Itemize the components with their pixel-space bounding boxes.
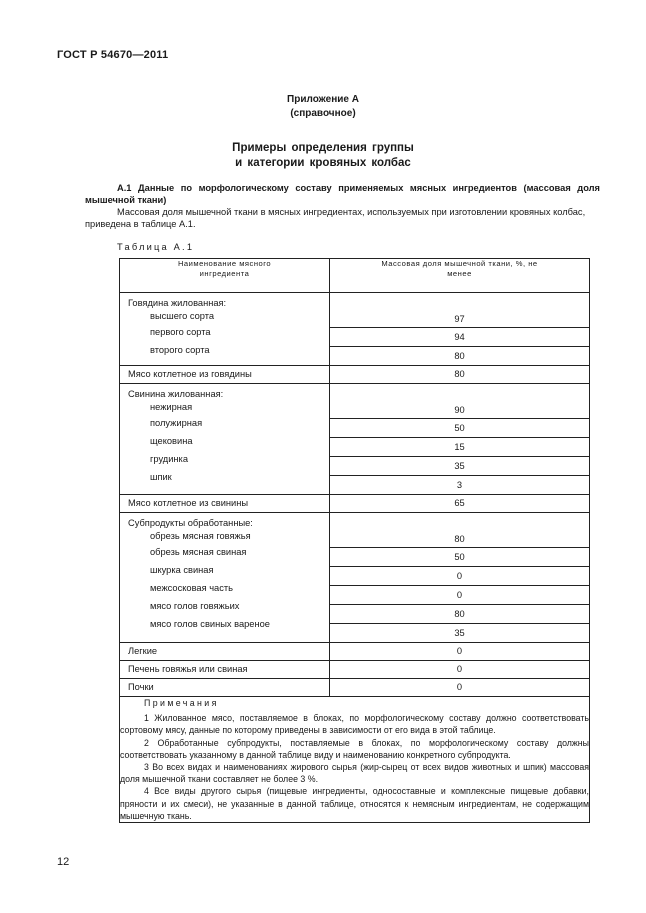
muscle-share-value: 35 <box>330 456 589 475</box>
heading-line-2: и категории кровяных колбас <box>235 157 411 169</box>
ingredient-group <box>120 513 330 643</box>
section-number: А.1 <box>117 183 132 193</box>
page-number: 12 <box>57 856 70 868</box>
meat-ingredients-table <box>119 258 590 823</box>
ingredient-name: Мясо котлетное из говядины <box>120 366 330 384</box>
ingredient-subitem: щековина <box>150 436 193 446</box>
muscle-share-value: 15 <box>330 437 589 456</box>
ingredient-subitem: высшего сорта <box>150 311 215 321</box>
ingredient-subitem: межсосковая часть <box>150 583 233 593</box>
ingredient-subitem: полужирная <box>150 418 203 428</box>
table-header-row <box>120 259 590 293</box>
appendix-title: Приложение А <box>287 94 359 105</box>
group-title-spacer <box>330 293 589 310</box>
table-group-row <box>120 384 590 495</box>
table-notes-row <box>120 697 590 823</box>
ingredient-name: Мясо котлетное из свинины <box>120 495 330 513</box>
muscle-share-value: 0 <box>330 661 590 679</box>
table-group-row <box>120 513 590 643</box>
table-notes <box>120 697 590 823</box>
table-caption: Таблица А.1 <box>117 242 195 252</box>
note-item: 1 Жилованное мясо, поставляемое в блоках, по морфологическому составу должно соответствовать сортовому мясу, данные по которому приведены в зависимости от его вида в этой таблице. <box>120 713 589 736</box>
ingredient-name: Легкие <box>120 643 330 661</box>
group-title: Субпродукты обработанные: <box>128 518 253 528</box>
group-title-spacer <box>330 513 589 530</box>
section-body: Массовая доля мышечной ткани в мясных ингредиентах, используемых при изготовлении кровяных колбас, приведена в таблице А.1. <box>85 207 586 229</box>
table-row <box>120 679 590 697</box>
appendix-note: (справочное) <box>290 108 356 119</box>
muscle-share-value: 80 <box>454 534 465 544</box>
ingredient-subitem: мясо голов свиных вареное <box>150 619 270 629</box>
group-values <box>330 293 590 366</box>
ingredient-subitem: обрезь мясная говяжья <box>150 531 251 541</box>
table-group-row <box>120 293 590 366</box>
ingredient-subitem: мясо голов говяжьих <box>150 601 240 611</box>
ingredient-group <box>120 293 330 366</box>
muscle-share-value: 97 <box>454 314 465 324</box>
table-row <box>120 643 590 661</box>
muscle-share-value: 80 <box>330 604 589 623</box>
note-item: 2 Обработанные субпродукты, поставляемые в блоках, по морфологическому составу должны соответствовать указанному в данной таблице виду и наименованию конкретного субпродукта. <box>120 737 589 760</box>
table-row <box>120 366 590 384</box>
group-title-spacer <box>330 384 589 401</box>
ingredient-subitem: грудинка <box>150 454 188 464</box>
note-item: 3 Во всех видах и наименованиях жирового сырья (жир-сырец от всех видов животных и шпик) массовая доля мышечной ткани составляет не более 3 %. <box>120 762 589 785</box>
table-row <box>120 661 590 679</box>
section-a1 <box>85 182 600 230</box>
group-values <box>330 384 590 495</box>
muscle-share-value: 0 <box>330 679 590 697</box>
note-item: 4 Все виды другого сырья (пищевые ингредиенты, одноcоставные и комплексные пищевые добавки, пряности и их смеси), не указанные в данной таблице, относятся к немясным ингредиентам, не содержащим мышечную ткань. <box>120 786 589 821</box>
document-header: ГОСТ Р 54670—2011 <box>57 49 169 61</box>
muscle-share-value: 3 <box>330 475 589 494</box>
muscle-share-value: 35 <box>330 623 589 642</box>
heading-line-1: Примеры определения группы <box>232 142 414 154</box>
ingredient-name: Почки <box>120 679 330 697</box>
table-body <box>120 293 590 697</box>
notes-title: Примечания <box>144 698 219 708</box>
ingredient-name: Печень говяжья или свиная <box>120 661 330 679</box>
group-title: Говядина жилованная: <box>128 298 227 308</box>
ingredient-subitem: шкурка свиная <box>150 565 214 575</box>
muscle-share-value: 50 <box>330 418 589 437</box>
header-muscle-share: Массовая доля мышечной ткани, %, не менее <box>330 259 590 293</box>
ingredient-subitem: второго сорта <box>150 345 210 355</box>
muscle-share-value: 90 <box>454 405 465 415</box>
group-values <box>330 513 590 643</box>
muscle-share-value: 0 <box>330 585 589 604</box>
table-row <box>120 495 590 513</box>
ingredient-subitem: первого сорта <box>150 327 211 337</box>
muscle-share-value: 50 <box>330 547 589 566</box>
muscle-share-value: 65 <box>330 495 590 513</box>
section-heading <box>85 182 600 206</box>
section-title: Данные по морфологическому составу применяемых мясных ингредиентов (массовая доля мышечной ткани) <box>85 183 600 205</box>
ingredient-subitem: обрезь мясная свиная <box>150 547 247 557</box>
header-ingredient: Наименование мясного ингредиента <box>120 259 330 293</box>
group-title: Свинина жилованная: <box>128 389 224 399</box>
ingredient-subitem: нежирная <box>150 402 193 412</box>
muscle-share-value: 94 <box>330 327 589 346</box>
muscle-share-value: 80 <box>330 366 590 384</box>
muscle-share-value: 80 <box>330 346 589 365</box>
ingredient-subitem: шпик <box>150 472 172 482</box>
ingredient-group <box>120 384 330 495</box>
muscle-share-value: 0 <box>330 643 590 661</box>
muscle-share-value: 0 <box>330 566 589 585</box>
